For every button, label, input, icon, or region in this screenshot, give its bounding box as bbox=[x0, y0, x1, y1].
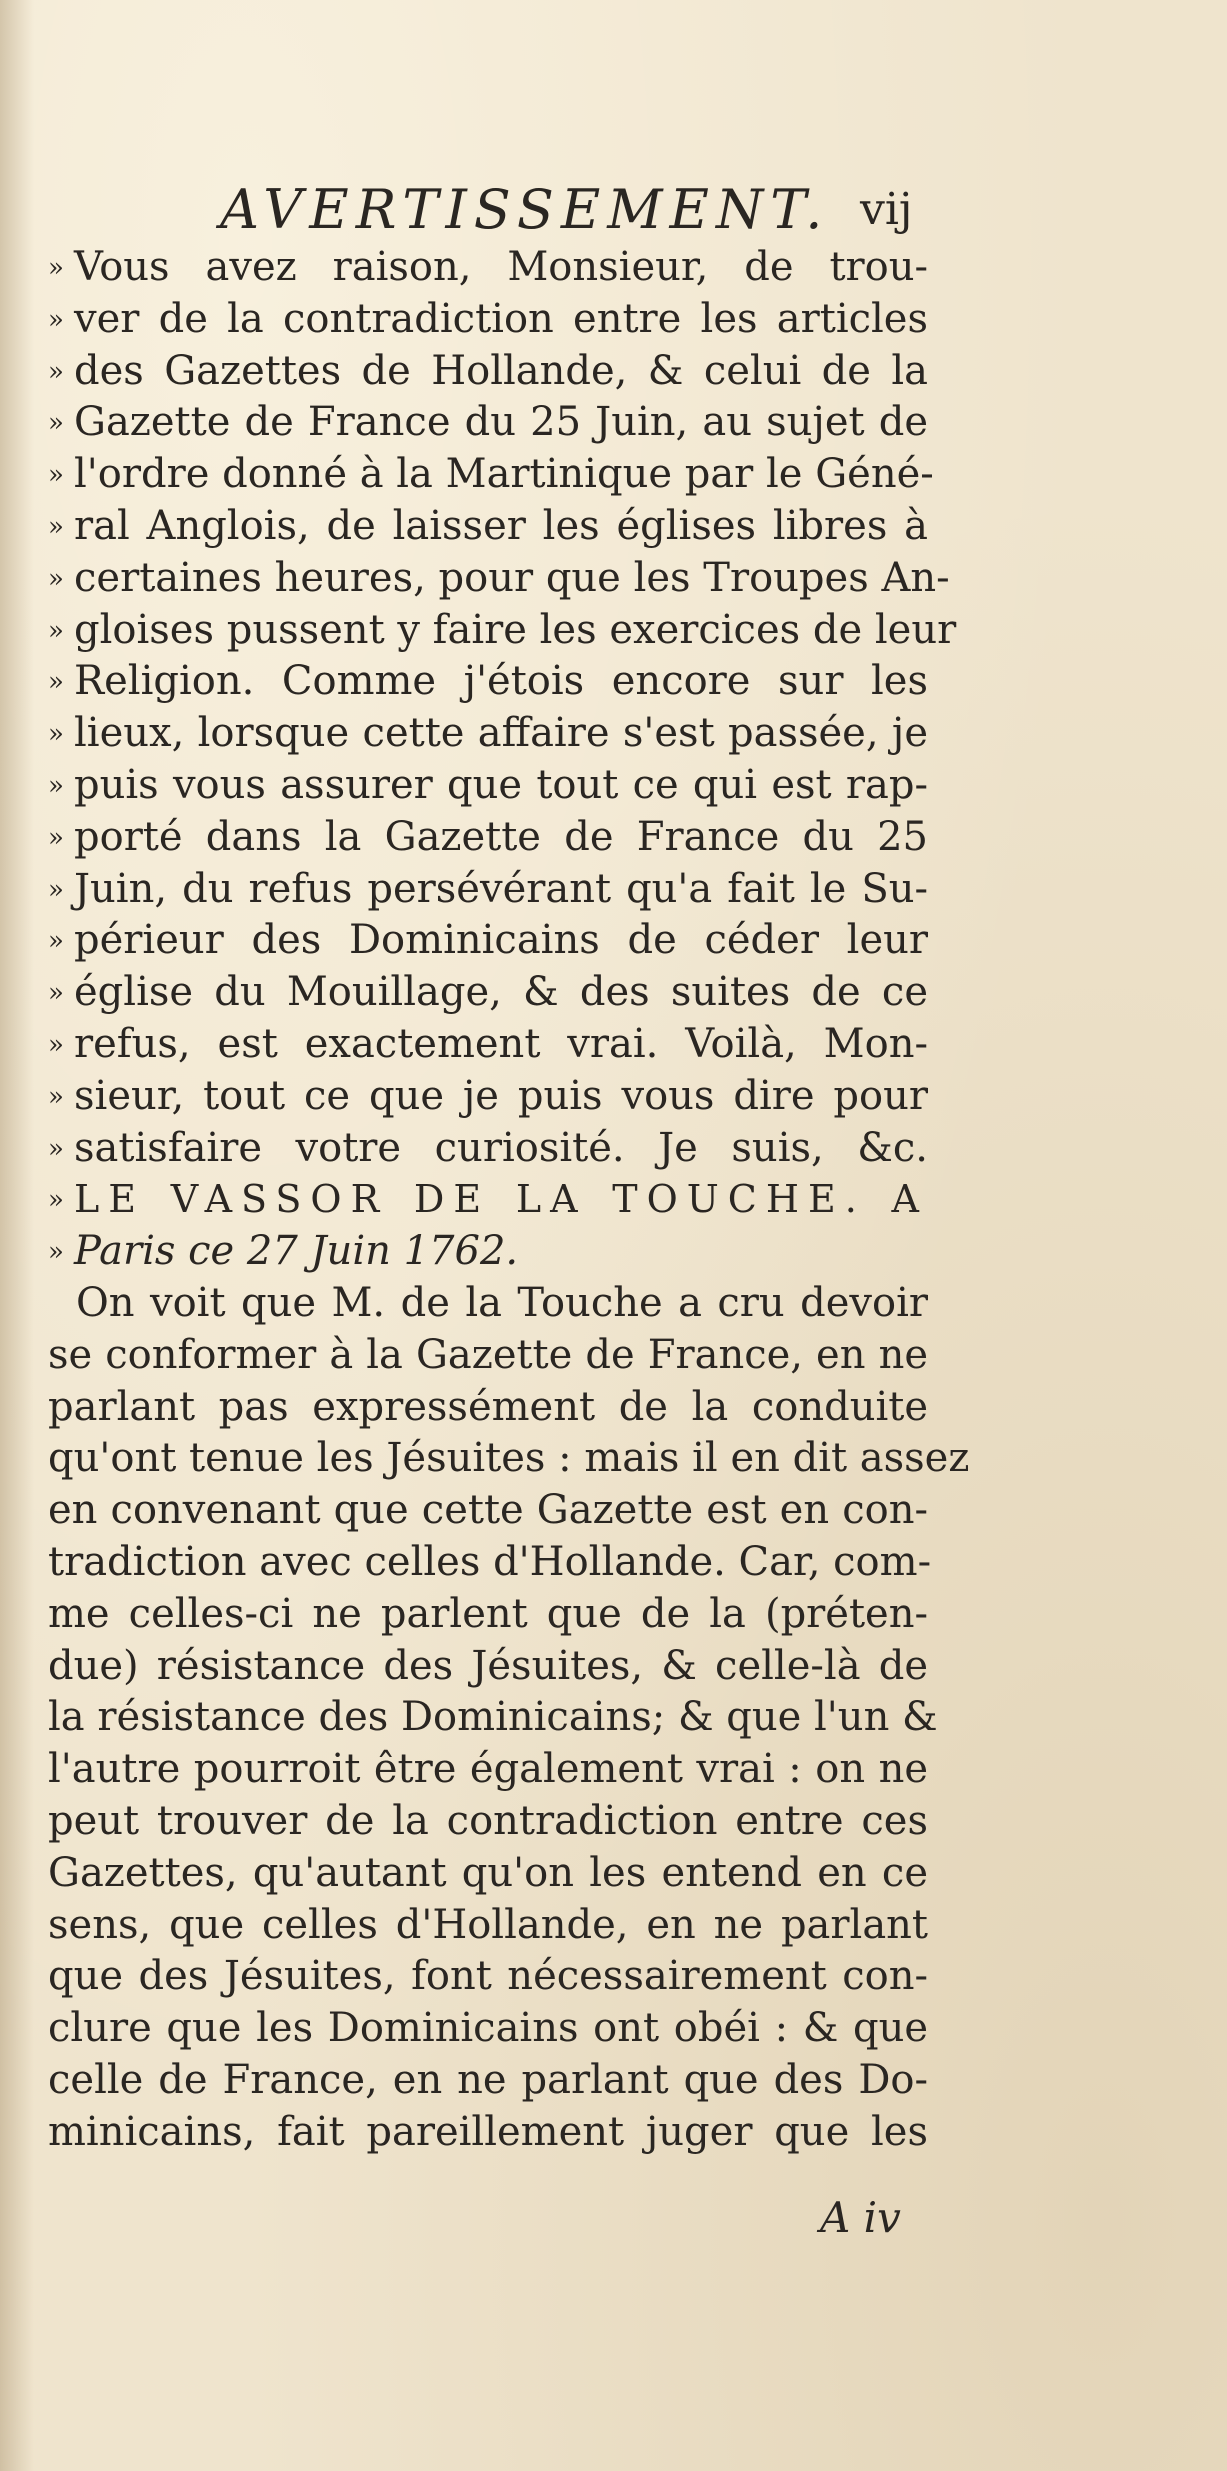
commentary-line: me celles-ci ne parlent que de la (préten- bbox=[48, 1590, 928, 1637]
letter-line: » Religion. Comme j'étois encore sur les bbox=[48, 656, 928, 708]
quote-mark: » bbox=[48, 1133, 64, 1164]
letter-line: » périeur des Dominicains de céder leur bbox=[48, 915, 928, 967]
letter-line: » ral Anglois, de laisser les églises libres à bbox=[48, 501, 928, 553]
quote-mark: » bbox=[48, 615, 64, 646]
page-number: vij bbox=[860, 184, 913, 235]
quote-mark: » bbox=[48, 667, 64, 698]
letter-line: » église du Mouillage, & des suites de ce bbox=[48, 967, 928, 1019]
letter-line: » Juin, du refus persévérant qu'a fait le Su- bbox=[48, 864, 928, 916]
page-gutter-shadow bbox=[0, 0, 34, 2471]
letter-line: » ver de la contradiction entre les articles bbox=[48, 294, 928, 346]
quote-mark: » bbox=[48, 253, 64, 283]
letter-dateline: » Paris ce 27 Juin 1762. bbox=[48, 1226, 928, 1278]
quote-mark: » bbox=[48, 1029, 64, 1060]
letter-line: » des Gazettes de Hollande, & celui de la bbox=[48, 346, 928, 398]
catchword-signature-mark: A iv bbox=[820, 2193, 901, 2242]
quote-mark: » bbox=[48, 978, 64, 1009]
commentary-line: clure que les Dominicains ont obéi : & que bbox=[48, 2005, 928, 2052]
letter-line: » l'ordre donné à la Martinique par le Géné- bbox=[48, 449, 928, 501]
letter-line: » lieux, lorsque cette affaire s'est passée, je bbox=[48, 708, 928, 760]
letter-signature: »LE VASSOR DE LA TOUCHE. A bbox=[48, 1174, 928, 1226]
commentary-line: minicains, fait pareillement juger que les bbox=[48, 2108, 928, 2155]
quote-mark: » bbox=[48, 926, 64, 957]
quote-mark: » bbox=[48, 1185, 73, 1216]
quoted-letter bbox=[48, 242, 957, 1278]
quote-mark: » bbox=[48, 1237, 64, 1268]
commentary-line: en convenant que cette Gazette est en con- bbox=[48, 1487, 928, 1534]
commentary-line: l'autre pourroit être également vrai : on ne bbox=[48, 1746, 928, 1793]
letter-line: » porté dans la Gazette de France du 25 bbox=[48, 812, 928, 864]
quote-mark: » bbox=[48, 356, 64, 387]
commentary-line: On voit que M. de la Touche a cru devoir bbox=[76, 1279, 928, 1326]
page-header bbox=[180, 180, 940, 240]
letter-line: » certaines heures, pour que les Troupes An- bbox=[48, 553, 928, 605]
quote-mark: » bbox=[48, 511, 64, 542]
commentary-line: la résistance des Dominicains; & que l'un & bbox=[48, 1694, 938, 1741]
running-title: AVERTISSEMENT. bbox=[220, 178, 830, 241]
commentary-line: parlant pas expressément de la conduite bbox=[48, 1383, 928, 1430]
commentary-line: celle de France, en ne parlant que des Do- bbox=[48, 2056, 928, 2103]
commentary-line: Gazettes, qu'autant qu'on les entend en ce bbox=[48, 1849, 928, 1896]
letter-line: » Vous avez raison, Monsieur, de trou- bbox=[48, 242, 928, 294]
quote-mark: » bbox=[48, 822, 64, 853]
letter-line: » refus, est exactement vrai. Voilà, Mon- bbox=[48, 1019, 928, 1071]
letter-line: » Gazette de France du 25 Juin, au sujet de bbox=[48, 397, 928, 449]
commentary-line: se conformer à la Gazette de France, en ne bbox=[48, 1331, 928, 1378]
quote-mark: » bbox=[48, 304, 64, 335]
commentary-line: tradiction avec celles d'Hollande. Car, com- bbox=[48, 1538, 932, 1585]
letter-line: » sieur, tout ce que je puis vous dire pour bbox=[48, 1071, 928, 1123]
quote-mark: » bbox=[48, 1081, 64, 1112]
letter-line: » puis vous assurer que tout ce qui est rap- bbox=[48, 760, 928, 812]
commentary-line: peut trouver de la contradiction entre ces bbox=[48, 1797, 928, 1844]
letter-line: » gloises pussent y faire les exercices de leur bbox=[48, 605, 928, 657]
commentary-line: que des Jésuites, font nécessairement con- bbox=[48, 1953, 928, 2000]
quote-mark: » bbox=[48, 408, 64, 439]
commentary-line: qu'ont tenue les Jésuites : mais il en dit assez bbox=[48, 1435, 970, 1482]
body-text bbox=[48, 242, 970, 2158]
commentary-line: due) résistance des Jésuites, & celle-là de bbox=[48, 1642, 928, 1689]
quote-mark: » bbox=[48, 770, 64, 801]
quote-mark: » bbox=[48, 719, 64, 750]
quote-mark: » bbox=[48, 563, 64, 594]
commentary-line: sens, que celles d'Hollande, en ne parlant bbox=[48, 1901, 928, 1948]
letter-line: » satisfaire votre curiosité. Je suis, &c. bbox=[48, 1123, 928, 1175]
commentary-paragraph bbox=[48, 1278, 970, 2159]
quote-mark: » bbox=[48, 874, 64, 905]
quote-mark: » bbox=[48, 460, 64, 491]
